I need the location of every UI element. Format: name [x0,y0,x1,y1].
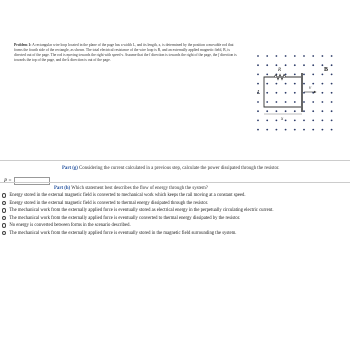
field-dot [257,83,259,85]
field-dot [294,101,296,103]
field-dot [266,101,268,103]
field-dot [266,129,268,131]
field-dot [276,92,278,94]
divider [0,182,350,183]
field-dot [257,55,259,57]
resistor-symbol [274,75,286,80]
field-dot [285,55,287,57]
problem-statement [14,43,240,63]
field-dot [331,64,333,66]
problem-label: Problem 1: [14,43,32,47]
field-dot [303,64,305,66]
field-dot [294,120,296,122]
field-dot [285,83,287,85]
field-dot [257,120,259,122]
field-dot [331,83,333,85]
field-dot [303,110,305,112]
field-dot [322,110,324,112]
field-dot [285,120,287,122]
option-1[interactable] [2,193,347,198]
field-dot [322,129,324,131]
field-dot [331,101,333,103]
circuit-figure [254,52,334,147]
field-dot [257,74,259,76]
field-dot [312,83,314,85]
field-dot [312,74,314,76]
field-dot [276,101,278,103]
field-dot [285,129,287,131]
option-text: The mechanical work from the externally applied force is eventually stored in the magnetic field surrounding the system. [9,230,237,236]
field-dot [266,74,268,76]
field-dot [294,55,296,57]
field-dot [303,120,305,122]
option-3[interactable] [2,208,347,213]
option-text: Energy stored in the external magnetic field is converted to mechanical work which keeps the rail moving at a constant speed. [9,193,246,198]
field-dot [312,101,314,103]
field-dot [331,120,333,122]
option-2[interactable] [2,201,347,206]
radio-button[interactable] [2,208,6,212]
field-dot [322,92,324,94]
field-dot [257,110,259,112]
field-dot [276,83,278,85]
field-dot [322,74,324,76]
field-dot [257,129,259,131]
problem-text: A rectangular wire loop located in the plane of the page has a width L, and its length, x, is determined by the position a movable rod that forms the fourth side of the rectangle, as shown. The total electrical resistance of the wire loop is R, and an externally applied magnetic field, B, is directed out of the page. The rod is moving towards the right with speed v. Assume that the î direction is towards the right of the page, the ĵ direction is towards the top of the page, and the k̂ direction is out of the page. [14,43,237,63]
field-dot [312,55,314,57]
field-dot [257,101,259,103]
radio-button[interactable] [2,216,6,220]
part-h-prompt [54,186,208,191]
field-dot [266,92,268,94]
power-answer-input[interactable] [14,177,50,185]
field-dot [285,110,287,112]
resistor-label: R [278,68,282,73]
field-dot [312,129,314,131]
field-dot [294,74,296,76]
radio-button[interactable] [2,193,6,197]
length-label: x [281,117,284,122]
field-dot [303,74,305,76]
field-dot [266,55,268,57]
option-text: No energy is converted between forms in the scenario described. [9,223,131,228]
part-g-prompt [62,166,279,171]
field-dot [312,120,314,122]
field-dot [266,120,268,122]
field-dot [322,64,324,66]
field-dot [303,129,305,131]
field-dot [331,110,333,112]
field-dot [294,92,296,94]
radio-button[interactable] [2,223,6,227]
option-5[interactable] [2,223,347,228]
field-dot [266,64,268,66]
wire-loop [264,77,302,107]
field-dot [285,101,287,103]
movable-rod [301,73,303,112]
field-dot [322,55,324,57]
option-4[interactable] [2,216,347,221]
field-dot [276,129,278,131]
field-dot [266,83,268,85]
field-dot [303,55,305,57]
field-dot [294,110,296,112]
field-dot [285,92,287,94]
field-dot [276,110,278,112]
field-dot [322,101,324,103]
power-answer-row [4,177,50,185]
field-dot [276,64,278,66]
option-text: Energy stored in the external magnetic field is converted to thermal energy dissipated through the resistor. [9,200,209,206]
field-dot [257,64,259,66]
field-dot [312,110,314,112]
option-text: The mechanical work from the externally applied force is eventually converted to thermal energy dissipated by the resistor. [9,215,241,221]
field-dot [285,74,287,76]
part-h-label: Part (h) [54,186,71,191]
part-h-text: Which statement best describes the flow of energy through the system? [70,186,208,191]
part-g-label: Part (g) [62,166,78,171]
field-dot [276,120,278,122]
radio-button[interactable] [2,231,6,235]
field-dot [294,64,296,66]
option-text: The mechanical work from the externally applied force is eventually stored as electrical energy in the perpetually circulating electric current. [9,208,274,213]
magnetic-field-dots [257,55,332,130]
field-dot [331,129,333,131]
energy-options [2,193,347,238]
option-6[interactable] [2,231,347,236]
field-dot [294,83,296,85]
field-dot [312,64,314,66]
radio-button[interactable] [2,201,6,205]
velocity-label: v [309,86,312,91]
field-dot [331,55,333,57]
field-dot [276,55,278,57]
field-label: B [324,67,329,73]
field-dot [303,83,305,85]
power-input-label: P = [4,178,12,184]
divider [0,160,350,161]
field-dot [285,64,287,66]
field-dot [331,74,333,76]
field-dot [266,110,268,112]
width-label: L [257,90,261,96]
field-dot [303,101,305,103]
field-dot [322,120,324,122]
field-dot [331,92,333,94]
part-g-text: Considering the current calculated in a previous step, calculate the power dissipated through the resistor. [77,166,280,171]
field-dot [322,83,324,85]
field-dot [294,129,296,131]
